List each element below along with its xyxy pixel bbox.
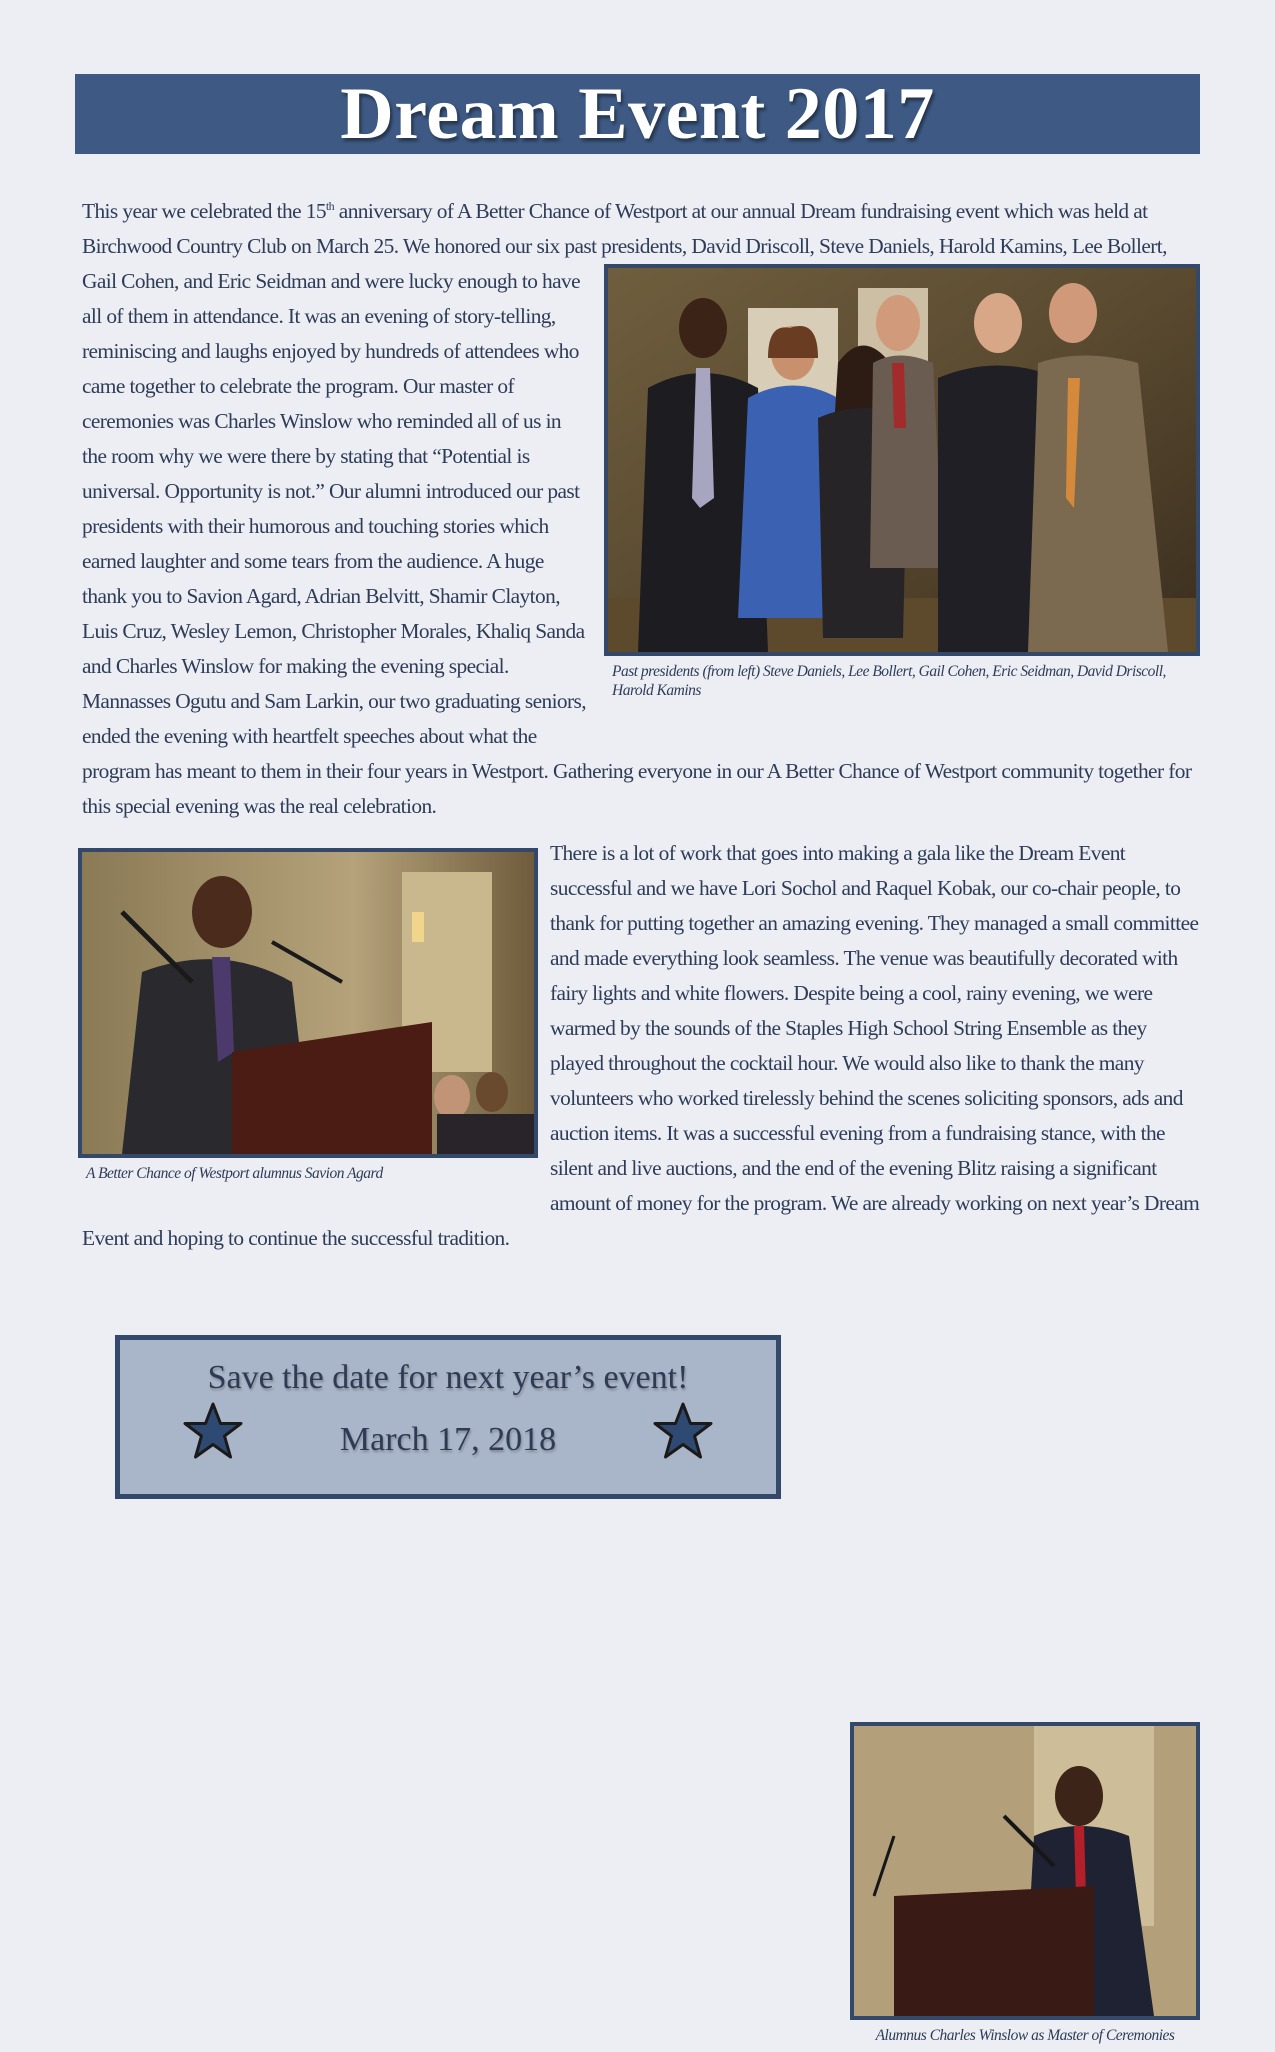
winslow-figure (850, 1722, 1200, 2052)
winslow-photo (850, 1722, 1200, 2020)
star-icon (652, 1402, 714, 1460)
savion-photo (78, 848, 538, 1158)
savion-figure (78, 848, 538, 1218)
article-paragraph-2: There is a lot of work that goes into making a gala like the Dream Event successful and we have Lori Sochol and Raquel Kobak, our co-chair people, to thank for putting together an amazing evening. They managed a small committee and made everything look seamless. The venue was beautifully decorated with fairy lights and white flowers. Despite being a cool, rainy evening, we were warmed by the sounds of the Staples High School String Ensemble as they played throughout the cocktail hour. We would also like to thank the many volunteers who worked tirelessly behind the scenes soliciting sponsors, ads and auction items. It was a successful evening from a fundraising stance, with the silent and live auctions, and the end of the evening Blitz raising a significant amount of money for the program. We are already working on next year’s Dream Event and hoping to continue the successful tradition. (82, 841, 1200, 1250)
presidents-photo-image (608, 268, 1196, 652)
save-the-date-box (115, 1335, 781, 1499)
presidents-caption: Past presidents (from left) Steve Daniels, Lee Bollert, Gail Cohen, Eric Seidman, David Driscoll, Harold Kamins (612, 663, 1166, 699)
winslow-photo-image (854, 1726, 1196, 2016)
page-title: Dream Event 2017 (340, 73, 935, 155)
savion-caption: A Better Chance of Westport alumnus Savion Agard (86, 1165, 383, 1182)
save-the-date-heading: Save the date for next year’s event! (207, 1359, 689, 1396)
winslow-caption: Alumnus Charles Winslow as Master of Ceremonies (875, 2027, 1175, 2044)
savion-photo-image (82, 852, 534, 1154)
presidents-figure (604, 264, 1200, 730)
presidents-photo (604, 264, 1200, 656)
star-icon (182, 1402, 244, 1460)
article-paragraph-1: This year we celebrated the 15th anniversary of A Better Chance of Westport at our annual Dream fundraising event which was held at Birchwood Country Club on March 25. We honored our six past presidents, David Driscoll, Steve Daniels, Harold Kamins, Lee Bollert, Gail Cohen, and Eric Seidman and were lucky enough to have all of them in attendance. It was an evening of story-telling, reminiscing and laughs enjoyed by hundreds of attendees who came together to celebrate the program. Our master of ceremonies was Charles Winslow who reminded all of us in the room why we were there by stating that “Potential is universal. Opportunity is not.” Our alumni introduced our past presidents with their humorous and touching stories which earned laughter and some tears from the audience. A huge thank you to Savion Agard, Adrian Belvitt, Shamir Clayton, Luis Cruz, Wesley Lemon, Christopher Morales, Khaliq Sanda and Charles Winslow for making the evening special. Mannasses Ogutu and Sam Larkin, our two graduating seniors, ended the evening with heartfelt speeches about what the program has meant to them in their four years in Westport. Gathering everyone in our A Better Chance of Westport community together for this special evening was the real celebration. (82, 198, 1192, 818)
save-the-date-date: March 17, 2018 (339, 1421, 557, 1458)
title-banner (75, 74, 1200, 154)
